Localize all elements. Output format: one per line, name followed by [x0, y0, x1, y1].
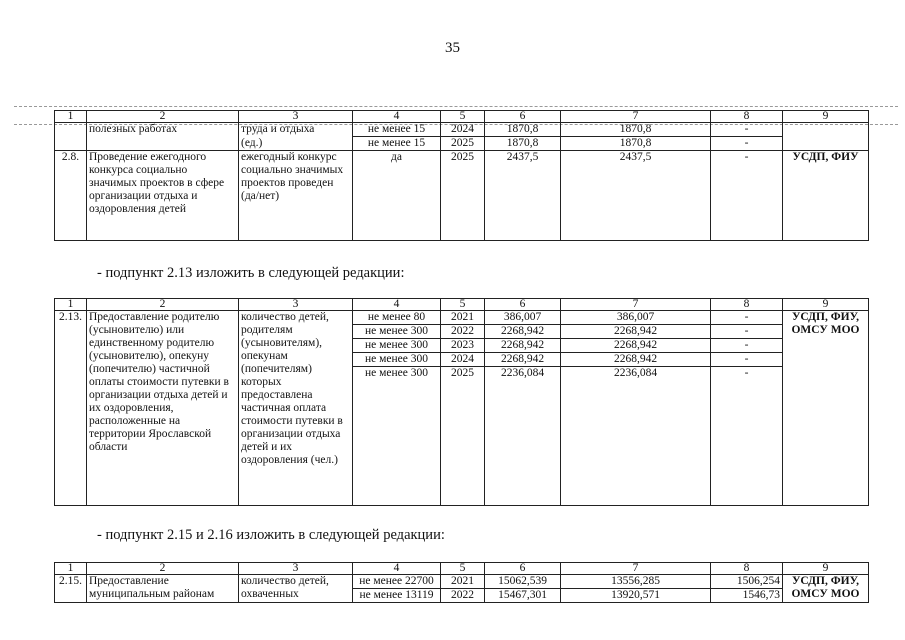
col-header: 3: [239, 563, 353, 575]
col-header: 2: [87, 563, 239, 575]
cell-regional: 13920,571: [561, 589, 711, 603]
col-header: 7: [561, 299, 711, 311]
cell-total: 2268,942: [485, 339, 561, 353]
cell-target: не менее 22700: [353, 575, 441, 589]
table-row: [55, 311, 869, 325]
cell-item-number: 2.8.: [55, 151, 87, 241]
cell-local: -: [711, 137, 783, 151]
col-header: 2: [87, 111, 239, 123]
table-continuation: [54, 110, 869, 241]
cell-regional: 2236,084: [561, 367, 711, 506]
col-header: 4: [353, 299, 441, 311]
cell-total: 2268,942: [485, 353, 561, 367]
cell-local: -: [711, 339, 783, 353]
cell-activity: Проведение ежегодного конкурса социально значимых проектов в сфере организации отдыха и оздоровления детей: [87, 151, 239, 241]
section-heading: - подпункт 2.13 изложить в следующей редакции:: [97, 265, 405, 281]
cell-regional: 1870,8: [561, 137, 711, 151]
cell-regional: 2437,5: [561, 151, 711, 241]
cell-item-number: 2.15.: [55, 575, 87, 603]
header-row: [55, 299, 869, 311]
cell-total: 1870,8: [485, 137, 561, 151]
cell-year: 2025: [441, 367, 485, 506]
col-header: 1: [55, 111, 87, 123]
page-divider: [14, 106, 898, 107]
cell-activity: Предоставление родителю (усыновителю) или единственному родителю (усыновителю), опекуну (попечителю) частичной оплаты стоимости путевки в организации отдыха детей и их оздоровления, расположенные на территории Ярославской области: [87, 311, 239, 506]
cell-total: 386,007: [485, 311, 561, 325]
cell-total: 15062,539: [485, 575, 561, 589]
header-row: [55, 111, 869, 123]
cell-total: 1870,8: [485, 123, 561, 137]
table-item-2-13: [54, 298, 869, 506]
cell-target: не менее 15: [353, 123, 441, 137]
col-header: 6: [485, 299, 561, 311]
cell-year: 2021: [441, 575, 485, 589]
cell-regional: 2268,942: [561, 353, 711, 367]
cell-year: 2024: [441, 353, 485, 367]
cell-target: не менее 80: [353, 311, 441, 325]
cell-local: 1506,254: [711, 575, 783, 589]
cell-year: 2025: [441, 137, 485, 151]
cell-year: 2022: [441, 589, 485, 603]
col-header: 9: [783, 111, 869, 123]
cell-target: не менее 300: [353, 325, 441, 339]
cell-regional: 386,007: [561, 311, 711, 325]
col-header: 4: [353, 563, 441, 575]
cell-year: 2024: [441, 123, 485, 137]
col-header: 9: [783, 299, 869, 311]
cell-local: -: [711, 311, 783, 325]
cell-regional: 2268,942: [561, 339, 711, 353]
cell-local: -: [711, 123, 783, 137]
col-header: 3: [239, 299, 353, 311]
cell-year: 2023: [441, 339, 485, 353]
cell-total: 15467,301: [485, 589, 561, 603]
col-header: 8: [711, 111, 783, 123]
col-header: 8: [711, 563, 783, 575]
cell-total: 2437,5: [485, 151, 561, 241]
col-header: 4: [353, 111, 441, 123]
cell-total: 2268,942: [485, 325, 561, 339]
col-header: 1: [55, 563, 87, 575]
cell-target: не менее 300: [353, 339, 441, 353]
col-header: 2: [87, 299, 239, 311]
cell-regional: 1870,8: [561, 123, 711, 137]
cell-local: -: [711, 367, 783, 506]
page-number: 35: [445, 40, 460, 56]
col-header: 5: [441, 299, 485, 311]
col-header: 8: [711, 299, 783, 311]
cell-indicator: ежегодный конкурс социально значимых проектов проведен (да/нет): [239, 151, 353, 241]
cell-local: -: [711, 353, 783, 367]
cell-regional: 2268,942: [561, 325, 711, 339]
col-header: 7: [561, 111, 711, 123]
cell-local: -: [711, 151, 783, 241]
cell-activity: полезных работах: [87, 123, 239, 151]
col-header: 7: [561, 563, 711, 575]
header-row: [55, 563, 869, 575]
cell-item-number: 2.13.: [55, 311, 87, 506]
cell-indicator: количество детей, родителям (усыновителям), опекунам (попечителям) которых предоставлена частичная оплата стоимости путевки в организации отдыха детей и их оздоровления (чел.): [239, 311, 353, 506]
cell-target: да: [353, 151, 441, 241]
col-header: 3: [239, 111, 353, 123]
cell-target: не менее 13119: [353, 589, 441, 603]
cell-target: не менее 300: [353, 353, 441, 367]
cell-activity: Предоставление муниципальным районам: [87, 575, 239, 603]
col-header: 6: [485, 111, 561, 123]
table-item-2-15: [54, 562, 869, 603]
cell-executor: УСДП, ФИУ: [783, 151, 869, 241]
col-header: 9: [783, 563, 869, 575]
col-header: 5: [441, 111, 485, 123]
cell-local: 1546,73: [711, 589, 783, 603]
cell-local: -: [711, 325, 783, 339]
cell-year: 2025: [441, 151, 485, 241]
col-header: 6: [485, 563, 561, 575]
cell-indicator: (ед.): [239, 137, 353, 151]
cell-year: 2022: [441, 325, 485, 339]
table-row: [55, 575, 869, 589]
cell-regional: 13556,285: [561, 575, 711, 589]
col-header: 5: [441, 563, 485, 575]
cell-year: 2021: [441, 311, 485, 325]
cell-target: не менее 15: [353, 137, 441, 151]
cell-executor: УСДП, ФИУ, ОМСУ МОО: [783, 575, 869, 603]
table-row: [55, 123, 869, 137]
section-heading: - подпункт 2.15 и 2.16 изложить в следующей редакции:: [97, 527, 445, 543]
col-header: 1: [55, 299, 87, 311]
cell-target: не менее 300: [353, 367, 441, 506]
cell-indicator: количество детей, охваченных: [239, 575, 353, 603]
cell-indicator: труда и отдыха: [239, 123, 353, 137]
cell-executor: УСДП, ФИУ, ОМСУ МОО: [783, 311, 869, 506]
cell-total: 2236,084: [485, 367, 561, 506]
table-row: [55, 151, 869, 241]
